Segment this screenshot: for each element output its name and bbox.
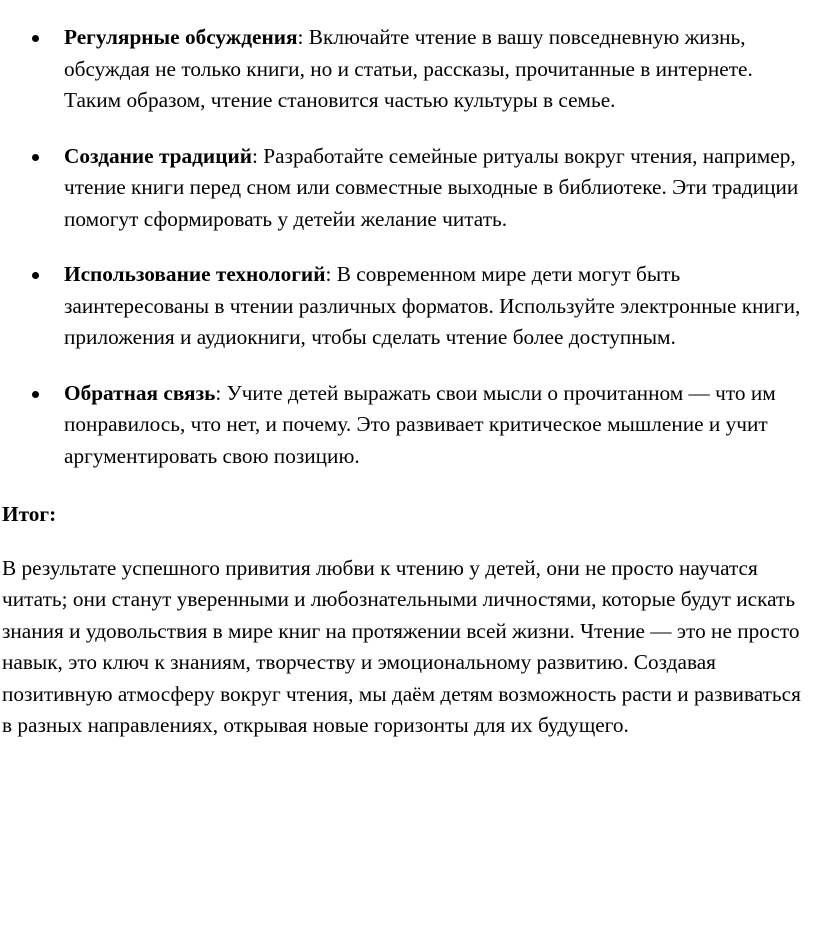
item-term: Регулярные обсуждения bbox=[64, 25, 298, 49]
tips-list bbox=[2, 22, 816, 472]
list-item bbox=[2, 378, 816, 473]
summary-paragraph: В результате успешного привития любви к чтению у детей, они не просто научатся читать; они станут уверенными и любознательными личностями, которые будут искать знания и удовольствия в мире книг на протяжении всей жизни. Чтение — это не просто навык, это ключ к знаниям, творчеству и эмоциональному развитию. Создавая позитивную атмосферу вокруг чтения, мы даём детям возможность расти и развиваться в разных направлениях, открывая новые горизонты для их будущего. bbox=[2, 555, 801, 737]
item-text: : Разработайте семейные ритуалы вокруг чтения, например, чтение книги перед сном или совместные выходные в библиотеке. Эти традиции помогут сформировать у детейи желание читать. bbox=[64, 143, 799, 231]
item-text: : Включайте чтение в вашу повседневную жизнь, обсуждая не только книги, но и статьи, рассказы, прочитанные в интернете. Таким образом, чтение становится частью культуры в семье. bbox=[64, 25, 753, 112]
item-text: : В современном мире дети могут быть заинтересованы в чтении различных форматов. Используйте электронные книги, приложения и аудиокниги, чтобы сделать чтение более доступным. bbox=[64, 262, 801, 349]
item-term: Создание традиций bbox=[64, 143, 253, 168]
bullet-icon bbox=[32, 272, 39, 279]
bullet-icon bbox=[32, 154, 39, 161]
item-text: : Учите детей выражать свои мысли о прочитанном — что им понравилось, что нет, и почему. Это развивает критическое мышление и учит аргументировать свою позицию. bbox=[64, 380, 776, 468]
list-item bbox=[2, 141, 816, 236]
summary-heading: Итог: bbox=[2, 502, 57, 526]
bullet-icon bbox=[32, 35, 39, 42]
item-term: Использование технологий bbox=[64, 262, 326, 286]
item-term: Обратная связь bbox=[64, 380, 216, 405]
list-item bbox=[2, 259, 816, 354]
list-item bbox=[2, 22, 816, 117]
bullet-icon bbox=[32, 391, 39, 398]
